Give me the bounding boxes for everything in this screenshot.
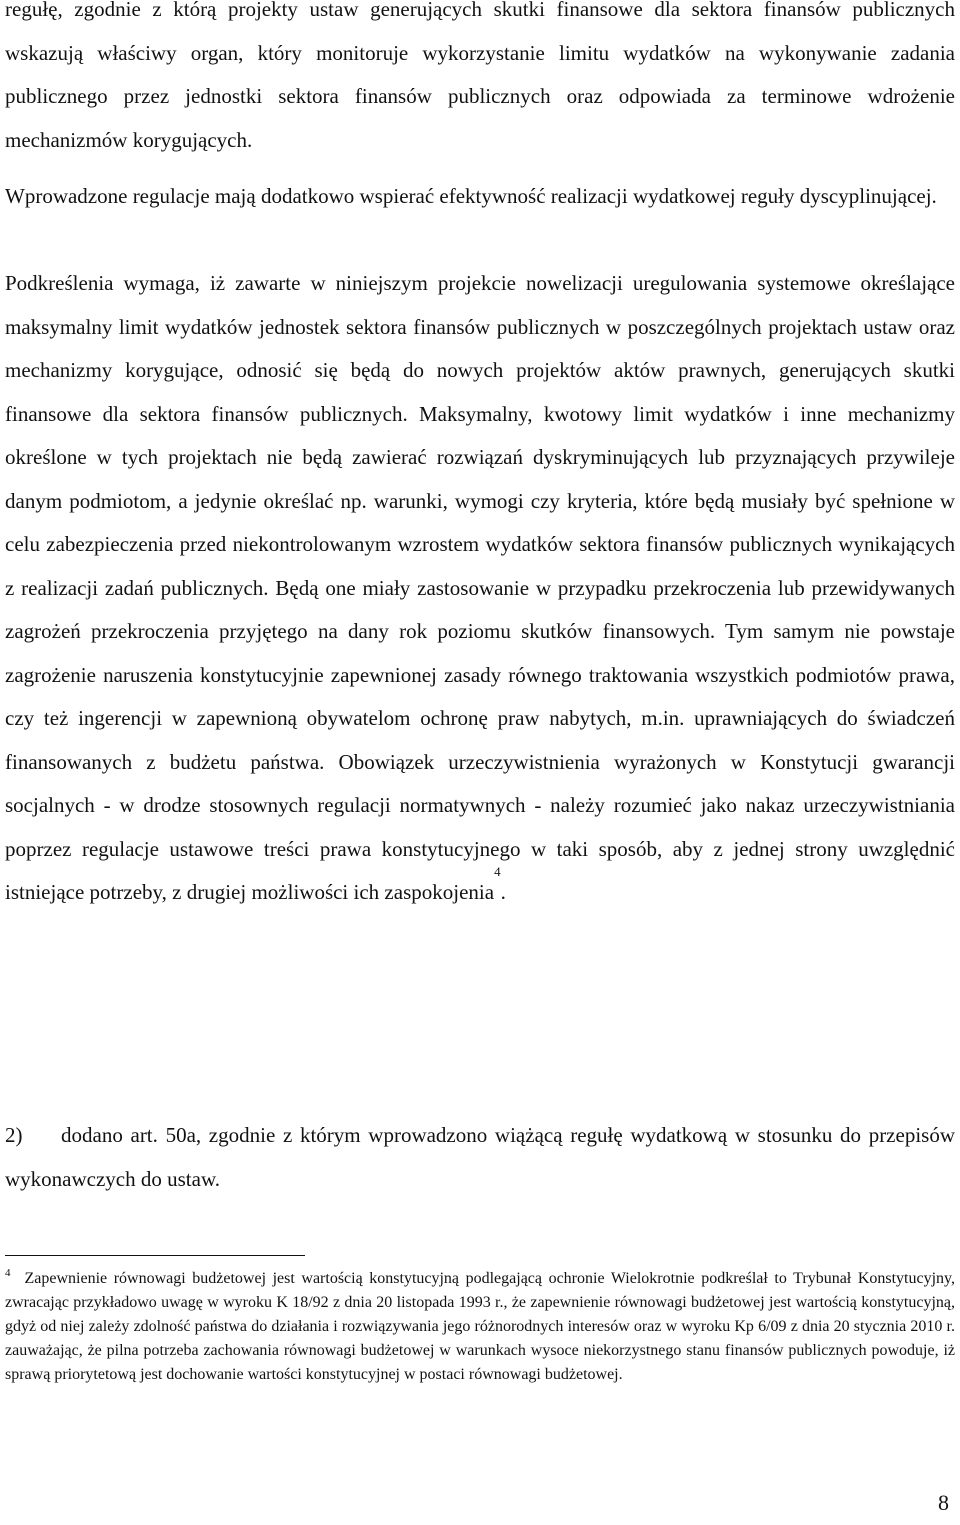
footnote-text: Zapewnienie równowagi budżetowej jest wartością konstytucyjną podlegającą ochronie Wielokrotnie podkreślał to Trybunał Konstytucyjny, zwracając przykładowo uwagę w wyroku K 18/92 z dnia 20 listopada 1993 r., że zapewnienie równowagi budżetowej jest wartością konstytucyjną, gdyż od niej zależy zdolność państwa do działania i rozwiązywania jego różnorodnych interesów oraz w wyroku Kp 6/09 z dnia 20 stycznia 2010 r. zauważając, że pilna potrzeba zachowania równowagi budżetowej w warunkach wysoce niekorzystnego stanu finansów publicznych powoduje, iż sprawą priorytetową jest dochowanie wartości konstytucyjnej w postaci równowagi budżetowej.: [5, 1270, 955, 1383]
paragraph-3: [5, 262, 955, 915]
page-number: 8: [938, 1490, 949, 1515]
footnote-separator: [5, 1255, 305, 1256]
footnote-reference[interactable]: 4: [494, 864, 501, 879]
footnote-4: [5, 1267, 955, 1387]
paragraph-2: [5, 175, 955, 219]
list-item-number: 2): [5, 1123, 23, 1147]
list-item-2: [5, 1114, 955, 1201]
paragraph-3-end: .: [500, 880, 506, 904]
paragraph-2-text: Wprowadzone regulacje mają dodatkowo wspierać efektywność realizacji wydatkowej reguły dyscyplinującej.: [5, 184, 937, 208]
footnote-mark: 4: [5, 1267, 11, 1279]
paragraph-3-text: Podkreślenia wymaga, iż zawarte w niniejszym projekcie nowelizacji uregulowania systemowe określające maksymalny limit wydatków jednostek sektora finansów publicznych w poszczególnych projektach ustaw oraz mechanizmy korygujące, odnosić się będą do nowych projektów aktów prawnych, generujących skutki finansowe dla sektora finansów publicznych. Maksymalny, kwotowy limit wydatków i inne mechanizmy określone w tych projektach nie będą zawierać rozwiązań dyskryminujących lub przyznających przywileje danym podmiotom, a jedynie określać np. warunki, wymogi czy kryteria, które będą musiały być spełnione w celu zabezpieczenia przed niekontrolowanym wzrostem wydatków sektora finansów publicznych wynikających z realizacji zadań publicznych. Będą one miały zastosowanie w przypadku przekroczenia lub przewidywanych zagrożeń przekroczenia przyjętego na dany rok poziomu skutków finansowych. Tym samym nie powstaje zagrożenie naruszenia konstytucyjnie zapewnionej zasady równego traktowania wszystkich podmiotów prawa, czy też ingerencji w zapewnioną obywatelom ochronę praw nabytych, m.in. uprawniających do świadczeń finansowanych z budżetu państwa. Obowiązek urzeczywistnienia wyrażonych w Konstytucji gwarancji socjalnych - w drodze stosownych regulacji normatywnych - należy rozumieć jako nakaz urzeczywistniania poprzez regulacje ustawowe treści prawa konstytucyjnego w taki sposób, aby z jednej strony uwzględnić istniejące potrzeby, z drugiej możliwości ich zaspokojenia: [5, 271, 955, 904]
paragraph-1: [5, 0, 955, 162]
list-item-text: dodano art. 50a, zgodnie z którym wprowadzono wiążącą regułę wydatkową w stosunku do przepisów wykonawczych do ustaw.: [5, 1123, 955, 1191]
paragraph-1-text: regułę, zgodnie z którą projekty ustaw generujących skutki finansowe dla sektora finansów publicznych wskazują właściwy organ, który monitoruje wykorzystanie limitu wydatków na wykonywanie zadania publicznego przez jednostki sektora finansów publicznych oraz odpowiada za terminowe wdrożenie mechanizmów korygujących.: [5, 0, 955, 152]
